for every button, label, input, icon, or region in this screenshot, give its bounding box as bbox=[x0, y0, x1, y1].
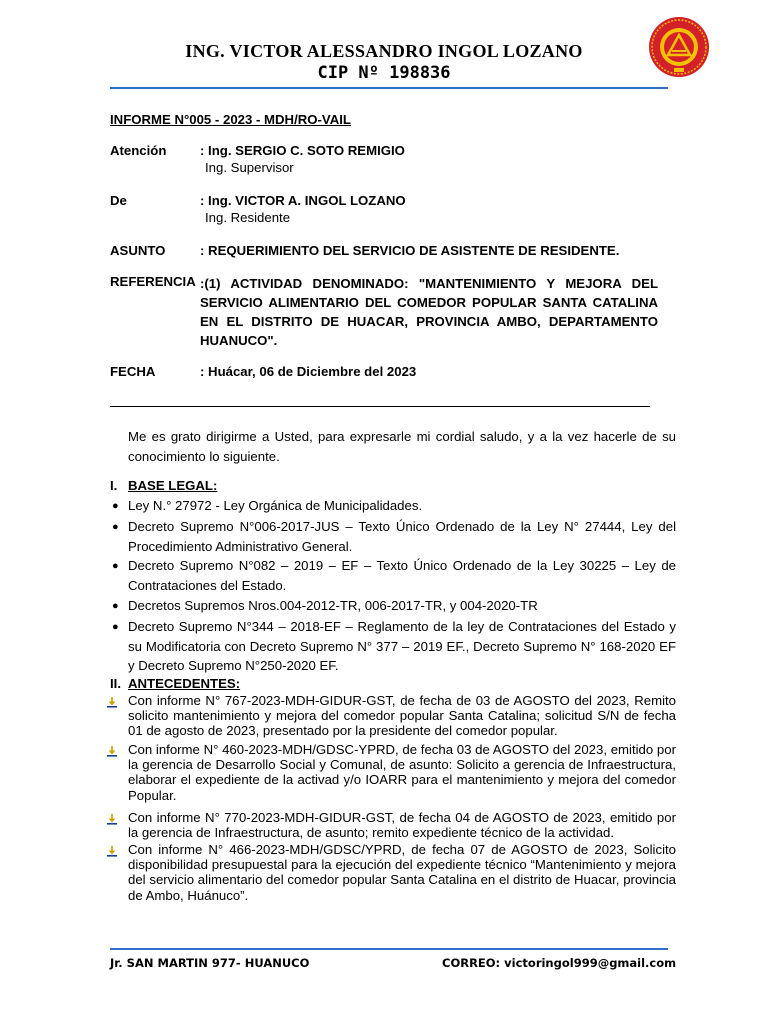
asunto-value: : REQUERIMIENTO DEL SERVICIO DE ASISTENTE DE RESIDENTE. bbox=[200, 243, 620, 258]
antecedente-item: Con informe N° 770-2023-MDH-GIDUR-GST, de fecha 04 de AGOSTO de 2023, emitido por la gerencia de Infraestructura, de asunto; remito expediente técnico de la actividad. bbox=[128, 810, 676, 841]
base-legal-item: Decreto Supremo N°082 – 2019 – EF – Texto Único Ordenado de la Ley 30225 – Ley de Contrataciones del Estado. bbox=[128, 558, 676, 593]
atencion-value: : Ing. SERGIO C. SOTO REMIGIO bbox=[200, 143, 405, 158]
cip-number: CIP Nº 198836 bbox=[317, 63, 451, 83]
base-legal-title: BASE LEGAL: bbox=[128, 478, 218, 493]
separator-line bbox=[110, 406, 650, 407]
referencia-value: :(1) ACTIVIDAD DENOMINADO: "MANTENIMIENTO Y MEJORA DEL SERVICIO ALIMENTARIO DEL COMEDOR POPULAR SANTA CATALINA EN EL DISTRITO DE HUACAR, PROVINCIA AMBO, DEPARTAMENTO HUANUCO". bbox=[200, 276, 658, 348]
de-label: De bbox=[110, 193, 127, 208]
bullet-icon: ● bbox=[112, 621, 119, 633]
base-legal-item: Decreto Supremo N°344 – 2018-EF – Reglamento de la ley de Contrataciones del Estado y su Modificatoria con Decreto Supremo N° 377 – 2019 EF., Decreto Supremo N° 168-2020 EF y Decreto Supremo N°250-2020 EF. bbox=[128, 619, 676, 673]
footer-address: Jr. SAN MARTIN 977- HUANUCO bbox=[110, 956, 310, 970]
referencia-label: REFERENCIA bbox=[110, 274, 196, 289]
fecha-label: FECHA bbox=[110, 364, 156, 379]
de-value: : Ing. VICTOR A. INGOL LOZANO bbox=[200, 193, 406, 208]
atencion-role: Ing. Supervisor bbox=[205, 160, 294, 175]
informe-number: INFORME N°005 - 2023 - MDH/RO-VAIL bbox=[110, 112, 351, 127]
antecedente-item: Con informe N° 466-2023-MDH/GDSC/YPRD, de fecha 07 de AGOSTO de 2023, Solicito disponibilidad presupuestal para la ejecución del expediente técnico “Mantenimiento y mejora del servicio alimentario del comedor popular Santa Catalina en el distrito de Huacar, provincia de Ambo, Huánuco”. bbox=[128, 842, 676, 903]
header-rule bbox=[110, 87, 668, 89]
arrow-down-bullet-icon bbox=[106, 845, 118, 857]
de-role: Ing. Residente bbox=[205, 210, 291, 225]
bullet-icon: ● bbox=[112, 560, 119, 572]
fecha-value: : Huácar, 06 de Diciembre del 2023 bbox=[200, 364, 417, 379]
engineer-name: ING. VICTOR ALESSANDRO INGOL LOZANO bbox=[185, 41, 583, 61]
footer-email: CORREO: victoringol999@gmail.com bbox=[442, 956, 677, 970]
antecedentes-numeral: II. bbox=[110, 676, 121, 691]
asunto-label: ASUNTO bbox=[110, 243, 166, 258]
atencion-label: Atención bbox=[110, 143, 167, 158]
base-legal-item: Decreto Supremo N°006-2017-JUS – Texto Único Ordenado de la Ley N° 27444, Ley del Procedimiento Administrativo General. bbox=[128, 519, 676, 554]
antecedente-item: Con informe N° 767-2023-MDH-GIDUR-GST, de fecha de 03 de AGOSTO del 2023, Remito solicito mantenimiento y mejora del comedor popular Santa Catalina; solicitud S/N de fecha 01 de agosto de 2023, presentado por la presidente del comedor popular. bbox=[128, 693, 676, 739]
arrow-down-bullet-icon bbox=[106, 696, 118, 708]
antecedentes-title: ANTECEDENTES: bbox=[128, 676, 241, 691]
arrow-down-bullet-icon bbox=[106, 813, 118, 825]
bullet-icon: ● bbox=[112, 600, 119, 612]
bullet-icon: ● bbox=[112, 500, 119, 512]
footer-rule bbox=[110, 948, 668, 950]
bullet-icon: ● bbox=[112, 521, 119, 533]
antecedente-item: Con informe N° 460-2023-MDH/GDSC-YPRD, de fecha 03 de AGOSTO del 2023, emitido por la gerencia de Desarrollo Social y Comunal, de asunto: Solicito a gerencia de Infraestructura, elaborar el expediente de la activad y/o IOARR para el mantenimiento y mejora del comedor Popular. bbox=[128, 742, 676, 803]
base-legal-item: Ley N.° 27972 - Ley Orgánica de Municipalidades. bbox=[128, 498, 423, 513]
institution-logo-icon bbox=[648, 16, 710, 78]
base-legal-item: Decretos Supremos Nros.004-2012-TR, 006-2017-TR, y 004-2020-TR bbox=[128, 598, 538, 613]
base-legal-numeral: I. bbox=[110, 478, 118, 493]
intro-paragraph: Me es grato dirigirme a Usted, para expresarle mi cordial saludo, y a la vez hacerle de su conocimiento lo siguiente. bbox=[128, 429, 676, 464]
arrow-down-bullet-icon bbox=[106, 745, 118, 757]
